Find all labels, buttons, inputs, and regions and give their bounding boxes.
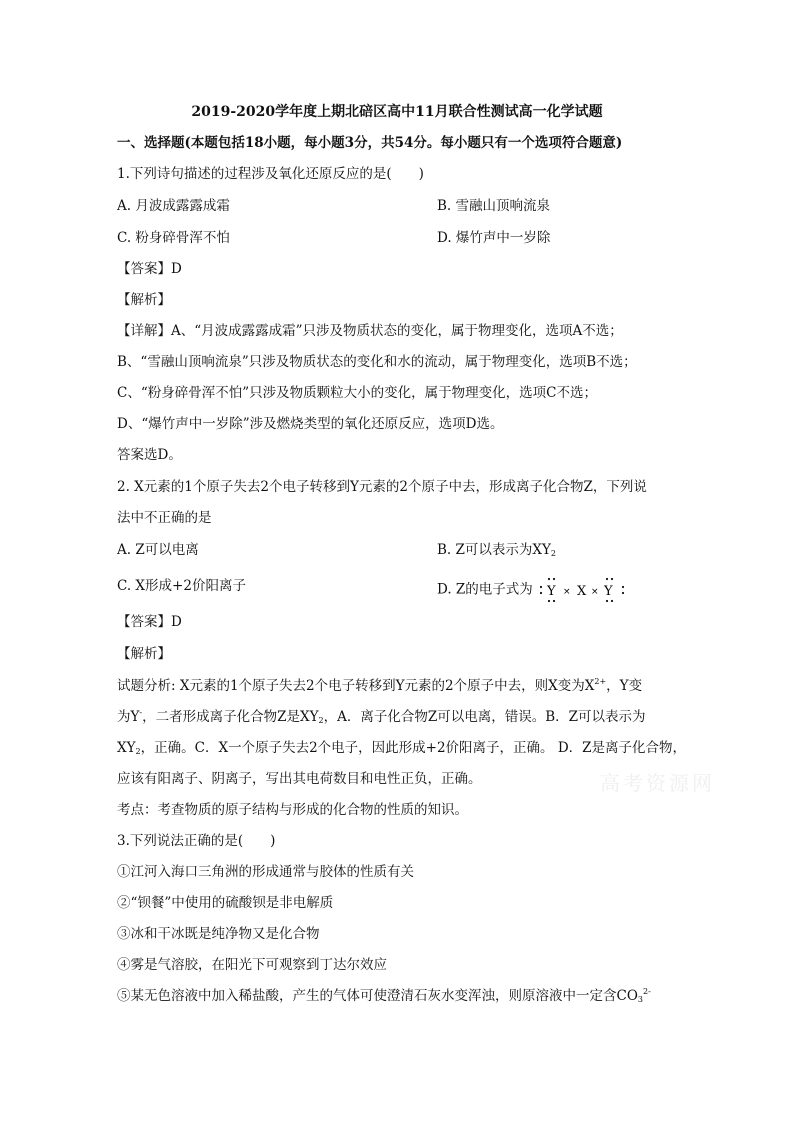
question-3-item-3: ③冰和干冰既是纯净物又是化合物	[117, 926, 320, 942]
question-1-option-b: B. 雪融山顶响流泉	[437, 198, 551, 214]
question-2-analysis-line-4: 应该有阳离子、阴离子，写出其电荷数目和电性正负，正确。	[117, 771, 482, 787]
question-2-stem-line-2: 法中不正确的是	[117, 510, 212, 526]
formula-y-right: Y	[604, 584, 613, 599]
question-1-option-a: A. 月波成露露成霜	[117, 198, 230, 214]
svg-text:×: ×	[563, 587, 571, 597]
question-2-option-c: C. X形成+2价阳离子	[117, 578, 246, 594]
question-2-stem-line-1: 2. X元素的1个原子失去2个电子转移到Y元素的2个原子中去，形成离子化合物Z，下列说	[117, 479, 647, 495]
formula-y-left: Y	[547, 584, 556, 599]
question-2-analysis-label: 【解析】	[117, 646, 171, 662]
page-title: 2019-2020学年度上期北碚区高中11月联合性测试高一化学试题	[191, 104, 603, 120]
question-1-stem: 1.下列诗句描述的过程涉及氧化还原反应的是( )	[117, 166, 424, 182]
question-1-option-c: C. 粉身碎骨浑不怕	[117, 230, 230, 246]
question-1-analysis-label: 【解析】	[117, 292, 171, 308]
svg-text:×: ×	[591, 587, 599, 597]
question-1-conclusion: 答案选D。	[117, 447, 182, 463]
question-2-analysis-line-3: $XY_2$，正确。C．X一个原子失去2个电子，因此形成+2价阳离子，正确。 D．Z是离子化合物，	[117, 740, 687, 756]
question-2-analysis-line-1: 试题分析: X元素的1个原子失去2个电子转移到Y元素的2个原子中去，则X变为$X^{2+}$，Y变	[117, 677, 643, 694]
electron-dot-formula	[537, 576, 629, 604]
watermark: 高考资源网	[600, 771, 715, 795]
formula-x: X	[577, 584, 587, 599]
question-1-detail-a: 【详解】A、“月波成露露成霜”只涉及物质状态的变化，属于物理变化，选项A不选；	[117, 323, 623, 339]
question-1-detail-b: B、“雪融山顶响流泉”只涉及物质状态的变化和水的流动，属于物理变化，选项B不选；	[117, 354, 637, 370]
section-heading: 一、选择题(本题包括18小题，每小题3分，共54分。每小题只有一个选项符合题意)	[117, 135, 623, 151]
question-2-option-d: D. Z的电子式为 Y × X × Y	[437, 576, 629, 604]
question-1-detail-c: C、“粉身碎骨浑不怕”只涉及物质颗粒大小的变化，属于物理变化，选项C不选；	[117, 385, 597, 401]
question-2-option-b: B. Z可以表示为$XY_2$	[437, 542, 556, 558]
question-3-item-4: ④雾是气溶胶，在阳光下可观察到丁达尔效应	[117, 957, 387, 973]
question-1-answer: 【答案】D	[117, 261, 182, 277]
question-1-detail-d: D、“爆竹声中一岁除”涉及燃烧类型的氧化还原反应，选项D选。	[117, 416, 504, 432]
question-1-option-d: D. 爆竹声中一岁除	[437, 230, 551, 246]
question-3-stem: 3.下列说法正确的是( )	[117, 833, 276, 849]
question-2-note: 考点：考查物质的原子结构与形成的化合物的性质的知识。	[117, 802, 468, 818]
question-2-answer: 【答案】D	[117, 614, 182, 630]
question-2-option-a: A. Z可以电离	[117, 542, 199, 558]
question-2-analysis-line-2: 为Y-，二者形成离子化合物Z是$XY_2$，A．离子化合物Z可以电离，错误。B．Z可以表示为	[117, 708, 646, 725]
question-3-item-5: ⑤某无色溶液中加入稀盐酸，产生的气体可使澄清石灰水变浑浊，则原溶液中一定含$CO_3^{2-}$	[117, 987, 651, 1004]
question-3-item-1: ①江河入海口三角洲的形成通常与胶体的性质有关	[117, 864, 414, 880]
question-3-item-2: ②“钡餐”中使用的硫酸钡是非电解质	[117, 895, 334, 911]
